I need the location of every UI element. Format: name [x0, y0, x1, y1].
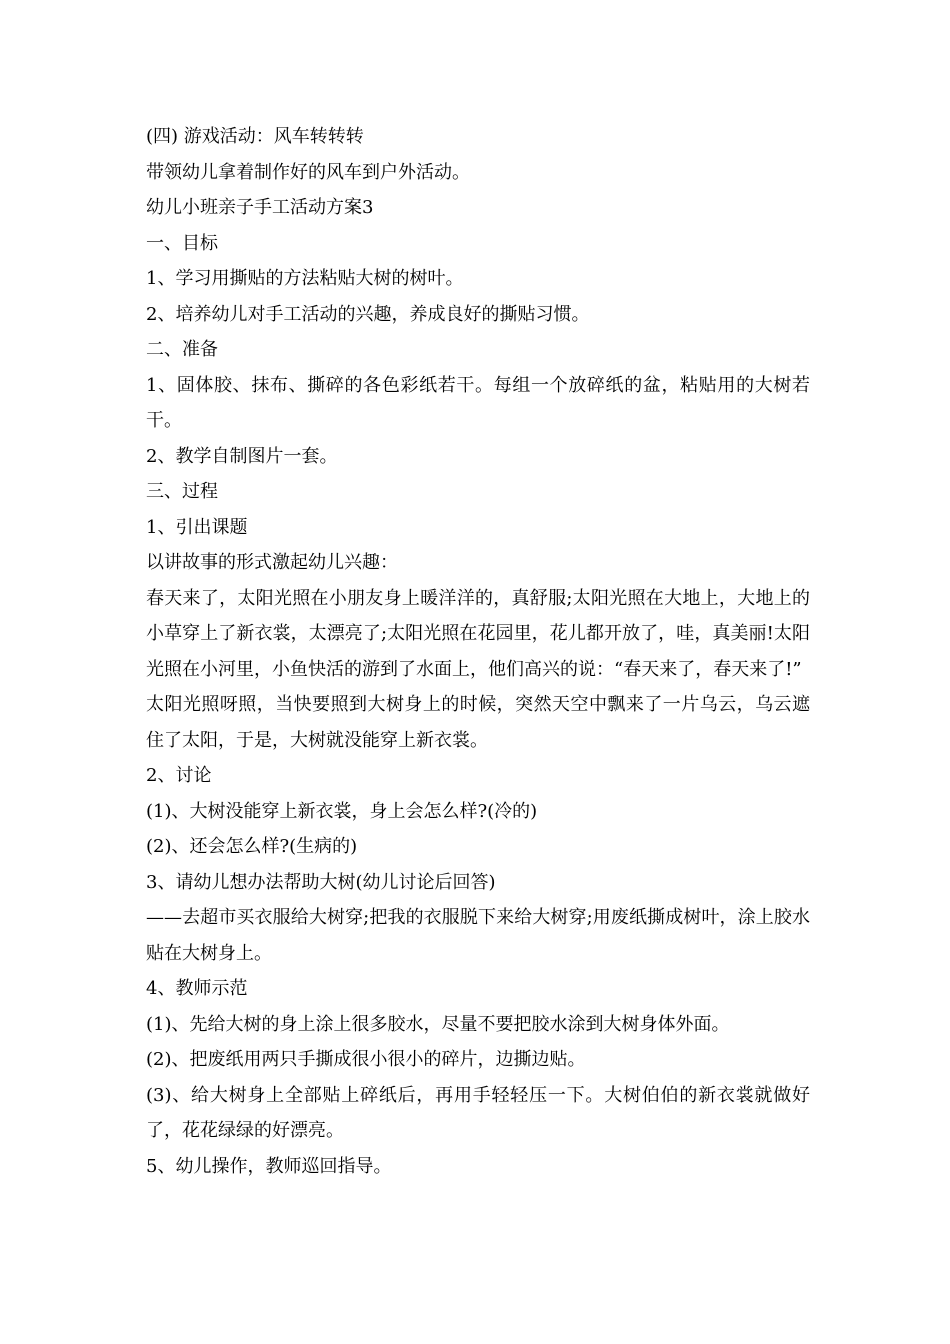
list-item: (2)、还会怎么样?(生病的): [146, 836, 358, 857]
story-paragraph: 春天来了，太阳光照在小朋友身上暖洋洋的，真舒服;太阳光照在大地上，大地上的小草穿上了新衣裳，太漂亮了;太阳光照在花园里，花儿都开放了，哇，真美丽!太阳光照在小河里，小鱼快活的游到了水面上，他们高兴的说：“春天来了，春天来了!”: [146, 587, 810, 680]
paragraph: 带领幼儿拿着制作好的风车到户外活动。: [146, 161, 470, 183]
section-heading-preparation: 二、准备: [146, 339, 218, 360]
list-item: (1)、先给大树的身上涂上很多胶水，尽量不要把胶水涂到大树身体外面。: [146, 1013, 730, 1035]
subsection-heading: 5、幼儿操作，教师巡回指导。: [146, 1155, 392, 1177]
list-item: 1、学习用撕贴的方法粘贴大树的树叶。: [146, 268, 464, 289]
list-item: (2)、把废纸用两只手撕成很小很小的碎片，边撕边贴。: [146, 1049, 586, 1070]
story-paragraph: 太阳光照呀照，当快要照到大树身上的时候，突然天空中飘来了一片乌云，乌云遮住了太阳，于是，大树就没能穿上新衣裳。: [146, 694, 810, 751]
section-heading-process: 三、过程: [146, 481, 218, 502]
list-item: 2、培养幼儿对手工活动的兴趣，养成良好的撕贴习惯。: [146, 303, 590, 325]
list-item: 2、教学自制图片一套。: [146, 445, 338, 467]
section-heading-goals: 一、目标: [146, 232, 218, 254]
subsection-heading: 2、讨论: [146, 765, 212, 786]
paragraph: ——去超市买衣服给大树穿;把我的衣服脱下来给大树穿;用废纸撕成树叶，涂上胶水贴在大树身上。: [146, 907, 810, 964]
paragraph: 以讲故事的形式激起幼儿兴趣：: [146, 552, 398, 573]
document-body: [146, 119, 810, 1184]
subsection-heading: 4、教师示范: [146, 978, 248, 999]
list-item: (3)、给大树身上全部贴上碎纸后，再用手轻轻压一下。大树伯伯的新衣裳就做好了，花花绿绿的好漂亮。: [146, 1084, 810, 1141]
subsection-heading: 3、请幼儿想办法帮助大树(幼儿讨论后回答): [146, 871, 496, 893]
plan-title: 幼儿小班亲子手工活动方案3: [146, 197, 374, 218]
subsection-heading: 1、引出课题: [146, 516, 248, 538]
list-item: 1、固体胶、抹布、撕碎的各色彩纸若干。每组一个放碎纸的盆，粘贴用的大树若干。: [146, 374, 810, 431]
list-item: (1)、大树没能穿上新衣裳，身上会怎么样?(冷的): [146, 800, 538, 822]
section-heading-game-activity: (四) 游戏活动：风车转转转: [146, 126, 364, 147]
